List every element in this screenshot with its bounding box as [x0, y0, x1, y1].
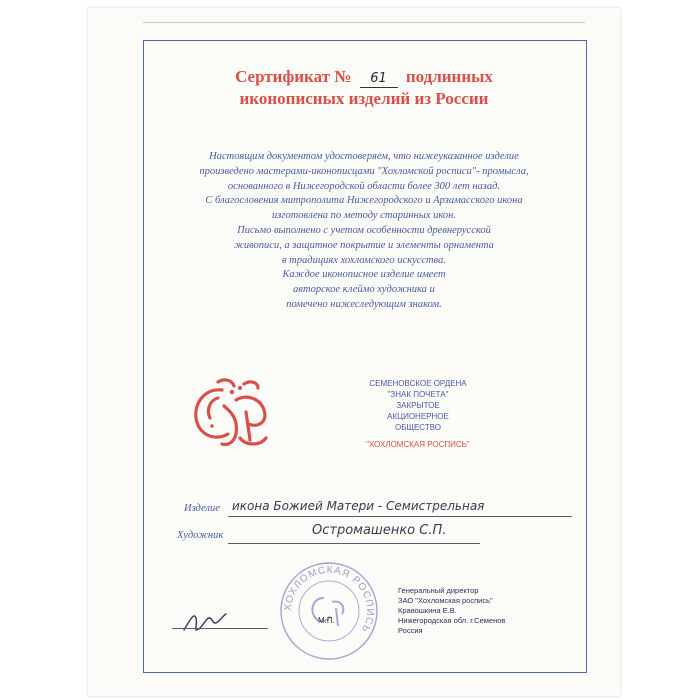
certificate-number: 61 [360, 71, 398, 88]
company-block [348, 378, 488, 450]
body-line: произведено мастерами-иконописцами "Хохломской росписи"- промысла, [199, 165, 529, 177]
director-block [398, 586, 588, 636]
item-underline [228, 516, 572, 517]
company-line: СЕМЕНОВСКОЕ ОРДЕНА [369, 379, 467, 388]
body-line: Каждое иконописное изделие имеет [282, 269, 446, 281]
body-line: живописи, а защитное покрытие и элементы орнамента [234, 239, 494, 251]
item-value: икона Божией Матери - Семистрельная [232, 499, 485, 513]
signature-icon [176, 600, 236, 640]
stamp-icon [276, 558, 382, 664]
company-name: "ХОХЛОМСКАЯ РОСПИСЬ" [366, 440, 470, 449]
director-line: Россия [398, 626, 423, 635]
body-line: Настоящим документом удостоверяем, что нижеуказанное изделие [209, 151, 519, 162]
director-line: Нижегородская обл. г.Семенов [398, 616, 506, 625]
director-line: Генеральный директор [398, 586, 479, 595]
artist-value: Остромашенко С.П. [312, 523, 447, 538]
body-line: С благословения митрополита Нижегородского и Арзамасского икона [205, 195, 523, 207]
body-line: изготовлена по методу старинных икон. [272, 210, 456, 222]
certificate-title [143, 66, 585, 109]
mp-label: М.П. [318, 616, 335, 625]
body-line: помечено нижеследующим знаком. [286, 298, 442, 310]
body-line: в традициях хохломского искусства. [282, 254, 446, 266]
title-part1: Сертификат № [235, 67, 352, 86]
body-line: авторское клеймо художника и [293, 284, 435, 296]
company-line: ОБЩЕСТВО [395, 423, 441, 432]
company-line: ЗАКРЫТОЕ [396, 401, 440, 410]
stamp-text: ХОХЛОМСКАЯ РОСПИСЬ [282, 564, 376, 635]
director-line: ЗАО "Хохломская роспись" [398, 596, 493, 605]
director-line: Кравошкина Е.В. [398, 606, 457, 615]
artist-label: Художник [177, 530, 224, 541]
top-divider [143, 22, 585, 23]
body-line: Письмо выполнено с учетом особенности древнерусской [237, 224, 491, 236]
body-line: основанного в Нижегородской области более 300 лет назад. [227, 180, 501, 192]
company-line: "ЗНАК ПОЧЕТА" [387, 390, 449, 399]
title-part2: подлинных [405, 67, 493, 86]
item-label: Изделие [184, 503, 220, 514]
signature-line [172, 628, 268, 629]
khokhloma-logo-icon [188, 376, 276, 450]
certificate-body [143, 150, 585, 313]
artist-underline [228, 543, 480, 544]
title-line2: иконописных изделий из России [239, 89, 489, 108]
company-line: АКЦИОНЕРНОЕ [387, 412, 449, 421]
